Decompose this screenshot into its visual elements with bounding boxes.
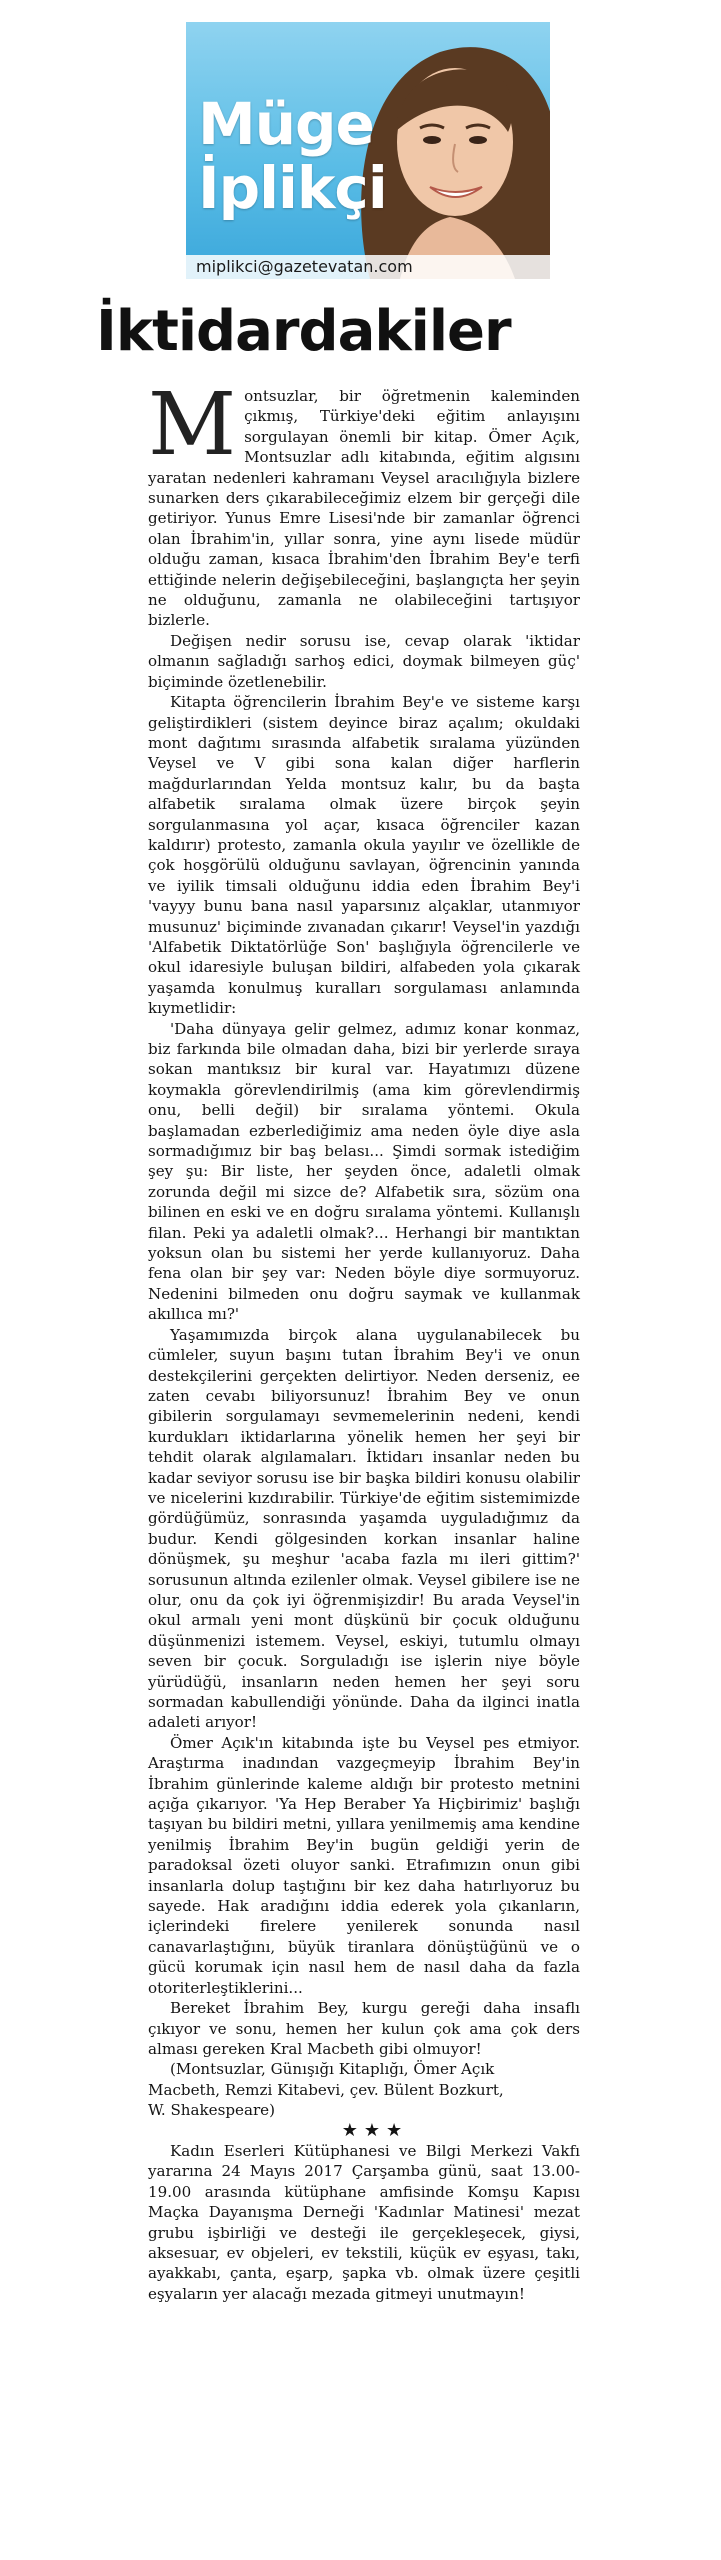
columnist-banner — [186, 22, 550, 279]
article-title: İktidardakiler — [96, 299, 511, 364]
book-sources: (Montsuzlar, Günışığı Kitaplığı, Ömer Açık Macbeth, Remzi Kitabevi, çev. Bülent Bozkurt, W. Shakespeare) — [148, 2060, 504, 2120]
columnist-last-name: İplikçi — [198, 154, 387, 222]
article-paragraph: Ömer Açık'ın kitabında işte bu Veysel pes etmiyor. Araştırma inadından vazgeçmeyip İbrahim Bey'in İbrahim günlerinde kaleme aldığı bir protesto metnini açığa çıkarıyor. 'Ya Hep Beraber Ya Hiçbirimiz' başlığı taşıyan bu bildiri metni, yıllara yenilmemiş ama kendine yenilmiş İbrahim Bey'in bugün geldiği yerin de paradoksal özeti oluyor sanki. Etrafımızın onun gibi insanlarla dolup taştığını bir kez daha hatırlıyoruz bu sayede. Hak aradığını iddia ederek yola çıkanların, içlerindeki firelere yenilerek sonunda nasıl canavarlaştığını, büyük tiranlara dönüştüğünü ve o gücü korumak için nasıl hem de nasıl daha da fazla otoriterleştiklerini... — [148, 1733, 580, 1997]
article-paragraph: Montsuzlar, bir öğretmenin kaleminden çıkmış, Türkiye'deki eğitim anlayışını sorgulayan önemli bir kitap. Ömer Açık, Montsuzlar adlı kitabında, eğitim algısını yaratan nedenleri kahramanı Veysel aracılığıyla bizlere sunarken ders çıkarabileceğimiz elzem bir gerçeği dile getiriyor. Yunus Emre Lisesi'nde bir zamanlar öğrenci olan İbrahim'in, yıllar sonra, yine aynı lisede müdür olduğu zaman, kısaca İbrahim'den İbrahim Bey'e terfi ettiğinde nelerin değişebileceğini, başlangıçta her şeyin ne olduğunu, zamanla ne olabileceğini tartışıyor bizlerle. — [148, 375, 580, 630]
section-separator: ★★★ — [341, 2119, 409, 2141]
columnist-first-name: Müge — [198, 90, 374, 158]
article-paragraph: Bereket İbrahim Bey, kurgu gereği daha insaflı çıkıyor ve sonu, hemen her kulun çok ama çok ders alması gereken Kral Macbeth gibi olmuyor! — [148, 1999, 580, 2058]
article-paragraph: Kitapta öğrencilerin İbrahim Bey'e ve sisteme karşı geliştirdikleri (sistem deyince biraz açalım; okuldaki mont dağıtımı sırasında alfabetik sıralama yüzünden Veysel ve V gibi sona kalan diğer harflerin mağdurlarından Yelda montsuz kalır, bu da başta alfabetik sıralama olmak üzere birçok şeyin sorgulanmasına yol açar, kısaca öğrenciler kazan kaldırır) protesto, zamanla okula yayılır ve özellikle de çok hoşgörülü olduğunu savlayan, öğrencinin yanında ve iyilik timsali olduğunu iddia eden İbrahim Bey'i 'vayyy bunu bana nasıl yaparsınız alçaklar, utanmıyor musunuz' biçiminde zıvanadan çıkarır! Veysel'in yazdığı 'Alfabetik Diktatörlüğe Son' başlığıyla öğrencilerle ve okul idaresiyle buluşan bildiri, alfabeden yola çıkarak yaşamda konulmuş kuralları sorgulaması anlamında kıymetlidir: — [148, 693, 580, 1018]
article-paragraph: Değişen nedir sorusu ise, cevap olarak 'iktidar olmanın sağladığı sarhoş edici, doymak bilmeyen güç' biçiminde özetlenebilir. — [148, 631, 580, 691]
drop-cap: M — [148, 375, 237, 475]
announcement-paragraph: Kadın Eserleri Kütüphanesi ve Bilgi Merkezi Vakfı yararına 24 Mayıs 2017 Çarşamba günü, saat 13.00-19.00 arasında kütüphane amfisinde Komşu Kapısı Maçka Dayanışma Derneği 'Kadınlar Matinesi' mezat grubu işbirliği ve desteği ile gerçekleşecek, giysi, aksesuar, ev objeleri, ev tekstili, küçük ev eşyası, takı, ayakkabı, çanta, eşarp, şapka vb. olmak üzere çeşitli eşyaların yer alacağı mezada gitmeyi unutmayın! — [148, 2141, 580, 2303]
columnist-email: miplikci@gazetevatan.com — [186, 255, 550, 279]
columnist-name — [198, 92, 387, 220]
article-body — [148, 375, 580, 2304]
article-paragraph: Yaşamımızda birçok alana uygulanabilecek bu cümleler, suyun başını tutan İbrahim Bey'i ve onun destekçilerini gerçekten delirtiyor. Neden derseniz, ee zaten cevabı biliyorsunuz! İbrahim Bey ve onun gibilerin sorgulamayı sevmemelerinin nedeni, kendi kurdukları iktidarlarına yönelik hemen her şeyi bir tehdit olarak algılamaları. İktidarı insanlar neden bu kadar seviyor sorusu ise bir başka bildiri konusu olabilir ve nicelerini kızdırabilir. Türkiye'de eğitim sistemimizde gördüğümüz, sonrasında yaşamda uyguladığımız da budur. Kendi gölgesinden korkan insanlar haline dönüşmek, şu meşhur 'acaba fazla mı ileri gittim?' sorusunun altında ezilenler olmak. Veysel gibilere ise ne olur, onu da çok iyi öğrenmişizdir! Bu arada Veysel'in okul armalı yeni mont düşkünü bir çocuk olduğunu düşünmenizi istemem. Veysel, eskiyi, tutumlu olmayı seven bir çocuk. Sorguladığı ise işlerin niye böyle yürüdüğü, insanların neden hemen her şeyi soru sormadan kabullendiği yönünde. Daha da ilginci inatla adaleti arıyor! — [148, 1325, 580, 1732]
article-quote: 'Daha dünyaya gelir gelmez, adımız konar konmaz, biz farkında bile olmadan daha, bizi bir yerlerde sıraya sokan mantıksız bir kural var. Hayatımızı düzene koymakla görevlendirilmiş (ama kim görevlendirmiş onu, belli değil) bir sıralama yöntemi. Okula başlamadan ezberlediğimiz ama neden öyle diye asla sormadığımız bir baş belası... Şimdi sormak istediğim şey şu: Bir liste, her şeyden önce, adaletli olmak zorunda değil mi sizce de? Alfabetik sıra, sözüm ona bilinen en eski ve en doğru sıralama yöntemi. Kullanışlı filan. Peki ya adaletli olmak?... Herhangi bir mantıktan yoksun olan bu sistemi her yerde kullanıyoruz. Daha fena olan bir şey var: Neden böyle diye sormuyoruz. Nedenini bilmeden onu doğru saymak ve kullanmak akıllıca mı?' — [148, 1019, 580, 1324]
